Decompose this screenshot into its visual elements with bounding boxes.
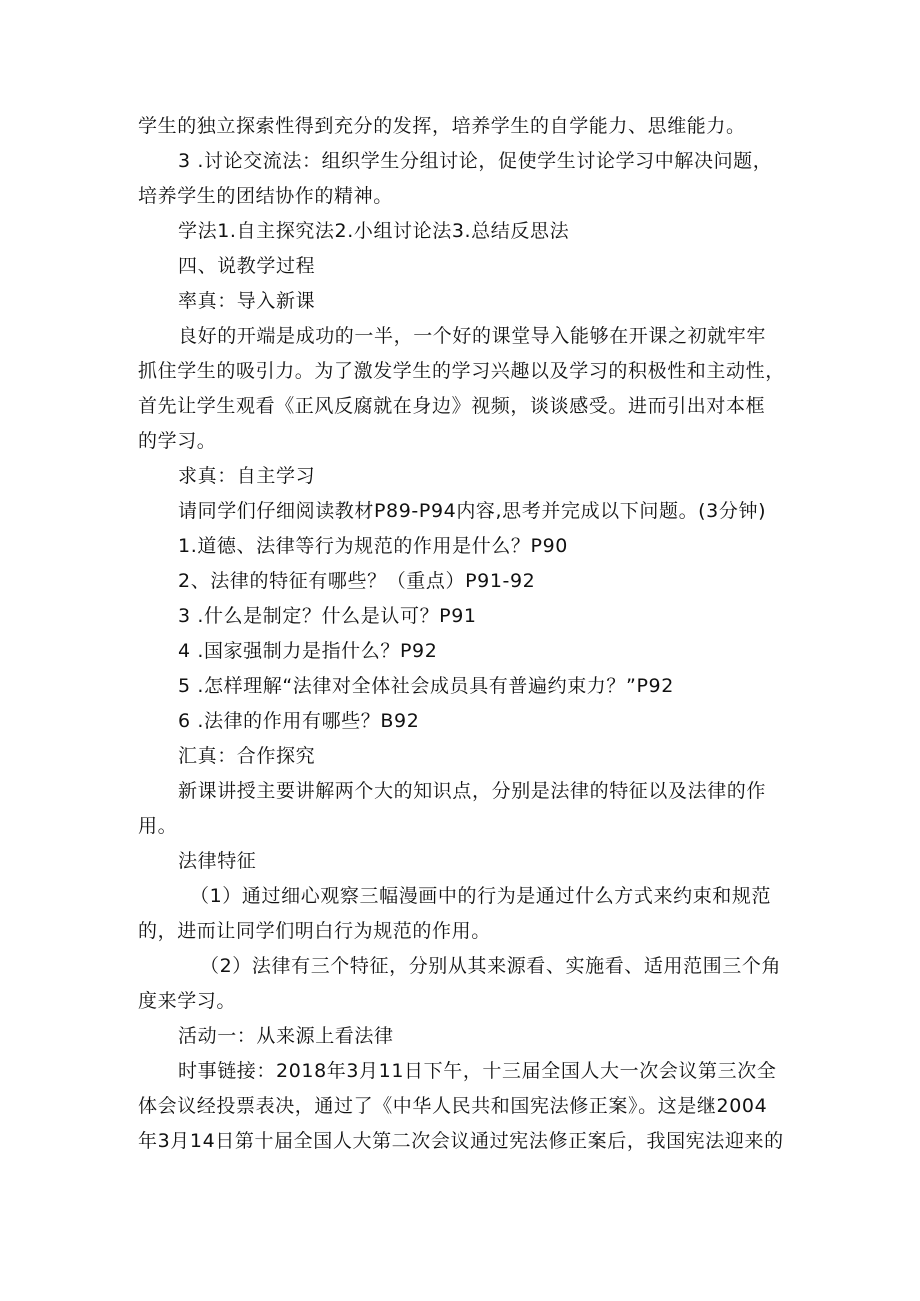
text-line: 新课讲授主要讲解两个大的知识点，分别是法律的特征以及法律的作 [178, 780, 767, 802]
subsection-heading: 率真：导入新课 [178, 290, 316, 312]
text-line: 请同学们仔细阅读教材P89-P94内容,思考并完成以下问题。(3分钟) [178, 500, 767, 522]
subsection-heading: 求真：自主学习 [178, 465, 316, 487]
text-line: 首先让学生观看《正风反腐就在身边》视频，谈谈感受。进而引出对本框 [138, 395, 766, 417]
subsection-heading: 法律特征 [178, 850, 257, 872]
text-line: （1）通过细心观察三幅漫画中的行为是通过什么方式来约束和规范 [190, 885, 772, 907]
text-line: 培养学生的团结协作的精神。 [138, 185, 393, 207]
text-line: 时事链接：2018年3月11日下午，十三届全国人大一次会议第三次全 [178, 1060, 777, 1082]
text-line: 学生的独立探索性得到充分的发挥，培养学生的自学能力、思维能力。 [138, 115, 746, 137]
text-line: 用。 [138, 815, 178, 837]
text-line: 的学习。 [138, 430, 217, 452]
text-line: 体会议经投票表决，通过了《中华人民共和国宪法修正案》。这是继2004 [138, 1095, 768, 1117]
text-line: 的，进而让同学们明白行为规范的作用。 [138, 920, 491, 942]
question-item: 2、法律的特征有哪些？（重点）P91-92 [178, 570, 536, 592]
text-line: 年3月14日第十届全国人大第二次会议通过宪法修正案后，我国宪法迎来的 [138, 1130, 784, 1152]
subsection-heading: 活动一：从来源上看法律 [178, 1025, 394, 1047]
text-line: 学法1.自主探究法2.小组讨论法3.总结反思法 [178, 220, 570, 242]
text-line: 度来学习。 [138, 990, 237, 1012]
subsection-heading: 汇真：合作探究 [178, 745, 316, 767]
question-item: 4 .国家强制力是指什么？P92 [178, 640, 438, 662]
text-line: （2）法律有三个特征，分别从其来源看、实施看、适用范围三个角 [200, 955, 782, 977]
text-line: 抓住学生的吸引力。为了激发学生的学习兴趣以及学习的积极性和主动性， [138, 360, 785, 382]
question-item: 3 .什么是制定？什么是认可？P91 [178, 605, 477, 627]
text-line: 良好的开端是成功的一半，一个好的课堂导入能够在开课之初就牢牢 [178, 325, 767, 347]
question-item: 6 .法律的作用有哪些？B92 [178, 710, 420, 732]
question-item: 5 .怎样理解“法律对全体社会成员具有普遍约束力？”P92 [178, 675, 674, 697]
question-item: 1.道德、法律等行为规范的作用是什么？P90 [178, 535, 568, 557]
text-line: 3 .讨论交流法：组织学生分组讨论，促使学生讨论学习中解决问题， [178, 150, 773, 172]
section-heading: 四、说教学过程 [178, 255, 316, 277]
